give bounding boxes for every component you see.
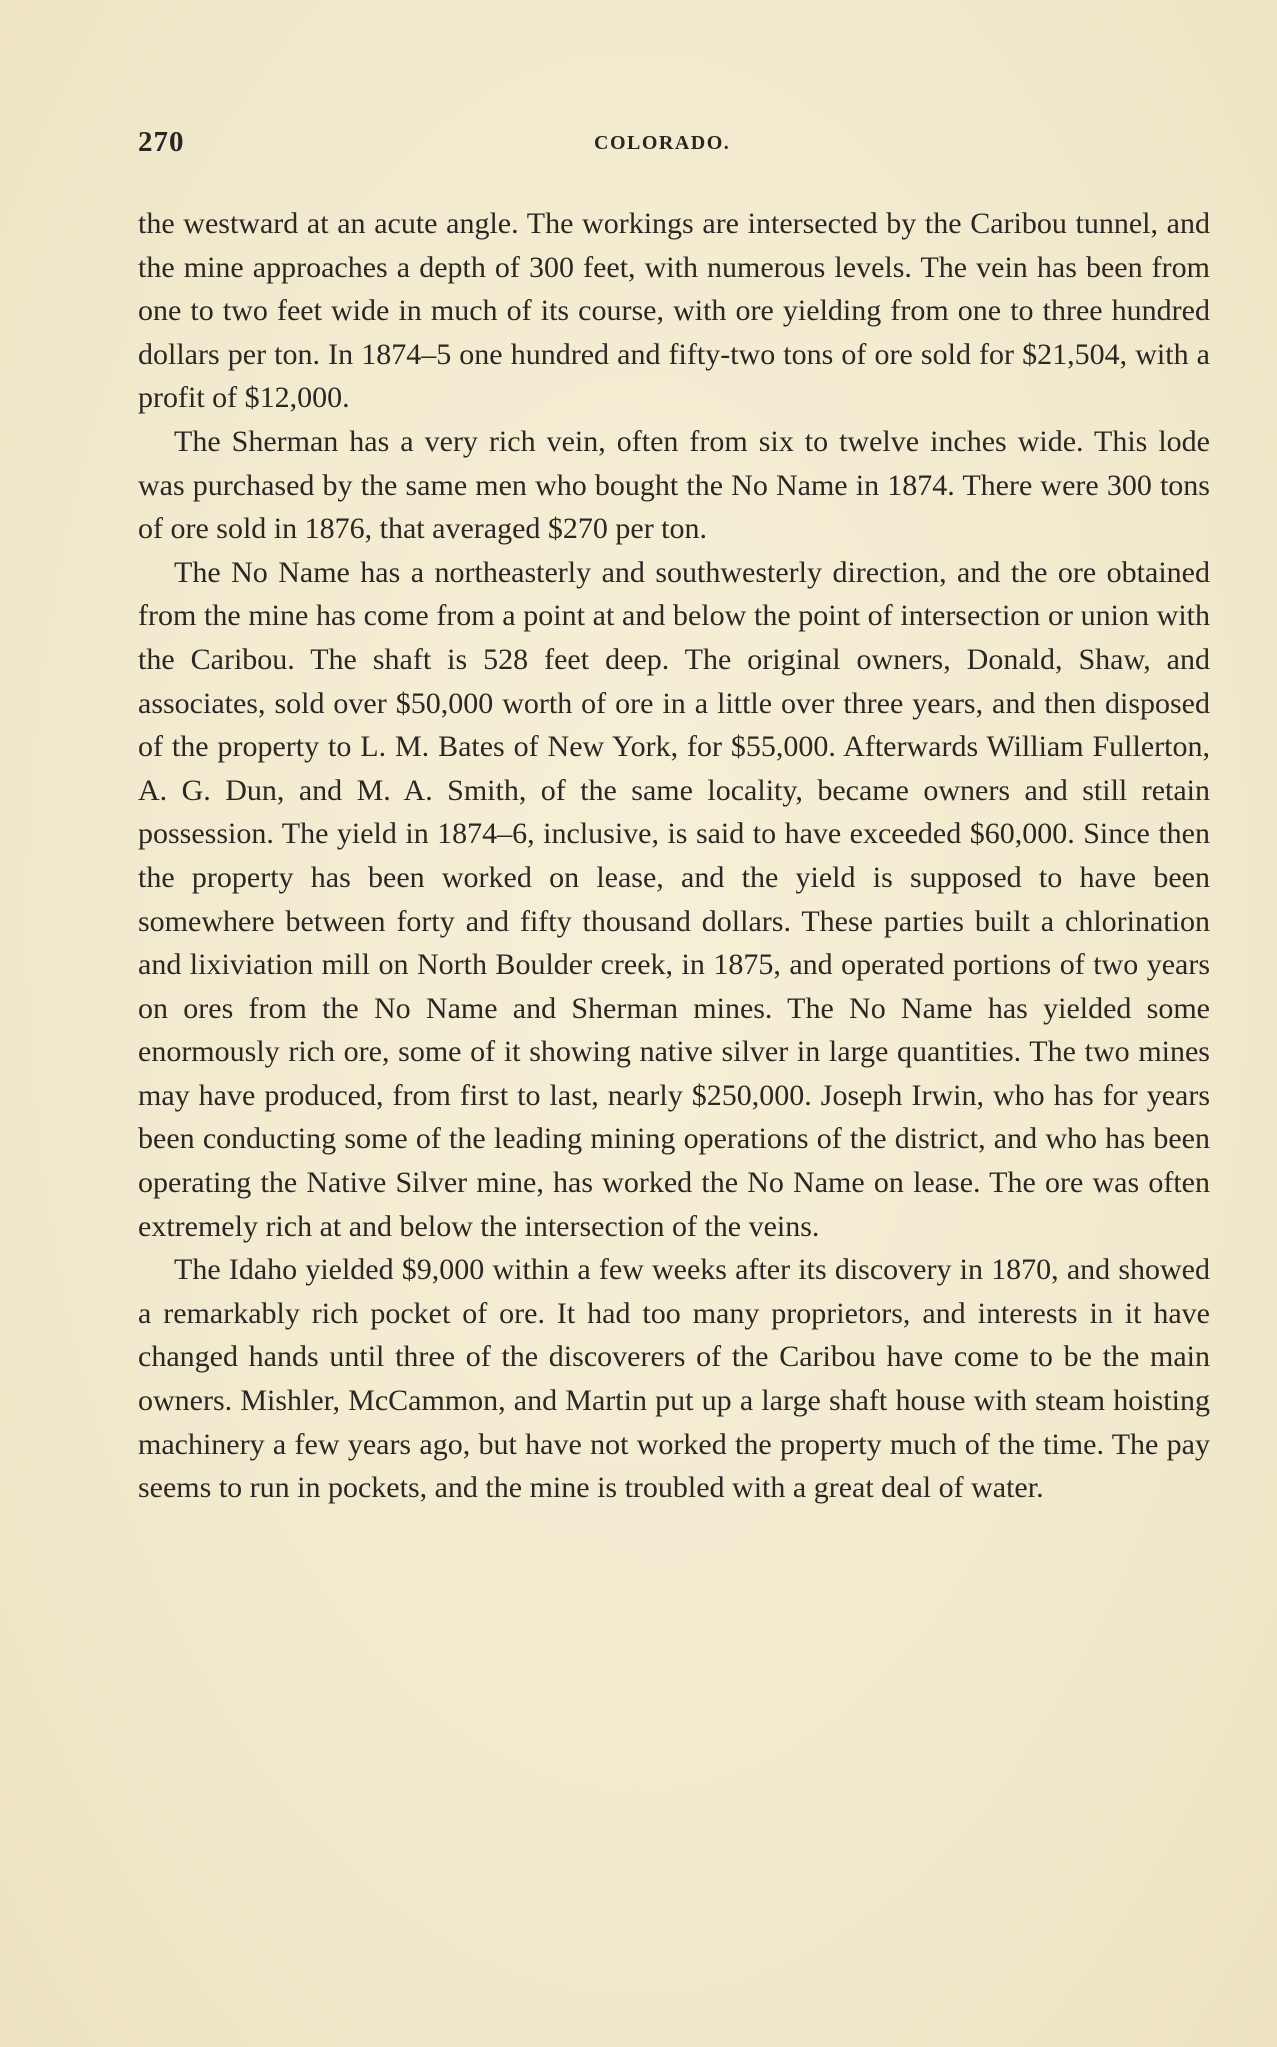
paragraph-no-name: The No Name has a northeasterly and southwesterly direction, and the ore obtained from the mine has come from a point at and below the point of intersection or union with the Caribou. The shaft is 528 feet deep. The original owners, Donald, Shaw, and associates, sold over $50,000 worth of ore in a little over three years, and then disposed of the property to L. M. Bates of New York, for $55,000. Afterwards William Fullerton, A. G. Dun, and M. A. Smith, of the same locality, became owners and still retain possession. The yield in 1874–6, inclusive, is said to have exceeded $60,000. Since then the property has been worked on lease, and the yield is supposed to have been somewhere between forty and fifty thousand dollars. These parties built a chlorination and lixiviation mill on North Boulder creek, in 1875, and operated portions of two years on ores from the No Name and Sherman mines. The No Name has yielded some enormously rich ore, some of it showing native silver in large quantities. The two mines may have produced, from first to last, nearly $250,000. Joseph Irwin, who has for years been conducting some of the leading mining operations of the district, and who has been operating the Native Silver mine, has worked the No Name on lease. The ore was often extremely rich at and below the intersection of the veins. (138, 555, 1210, 1243)
body-text (138, 202, 1210, 1510)
page-number: 270 (138, 126, 185, 158)
paragraph-continuation: the westward at an acute angle. The workings are intersected by the Caribou tunnel, and the mine approaches a depth of 300 feet, with numerous levels. The vein has been from one to two feet wide in much of its course, with ore yielding from one to three hundred dollars per ton. In 1874–5 one hundred and fifty-two tons of ore sold for $21,504, with a profit of $12,000. (138, 207, 1210, 415)
page-header (138, 126, 1210, 166)
paragraph-idaho: The Idaho yielded $9,000 within a few weeks after its discovery in 1870, and showed a remarkably rich pocket of ore. It had too many proprietors, and interests in it have changed hands until three of the discoverers of the Caribou have come to be the main owners. Mishler, McCammon, and Martin put up a large shaft house with steam hoisting machinery a few years ago, but have not worked the property much of the time. The pay seems to run in pockets, and the mine is troubled with a great deal of water. (138, 1253, 1210, 1505)
running-title: COLORADO. (594, 132, 731, 154)
paragraph-sherman: The Sherman has a very rich vein, often from six to twelve inches wide. This lode was purchased by the same men who bought the No Name in 1874. There were 300 tons of ore sold in 1876, that averaged $270 per ton. (138, 424, 1210, 546)
